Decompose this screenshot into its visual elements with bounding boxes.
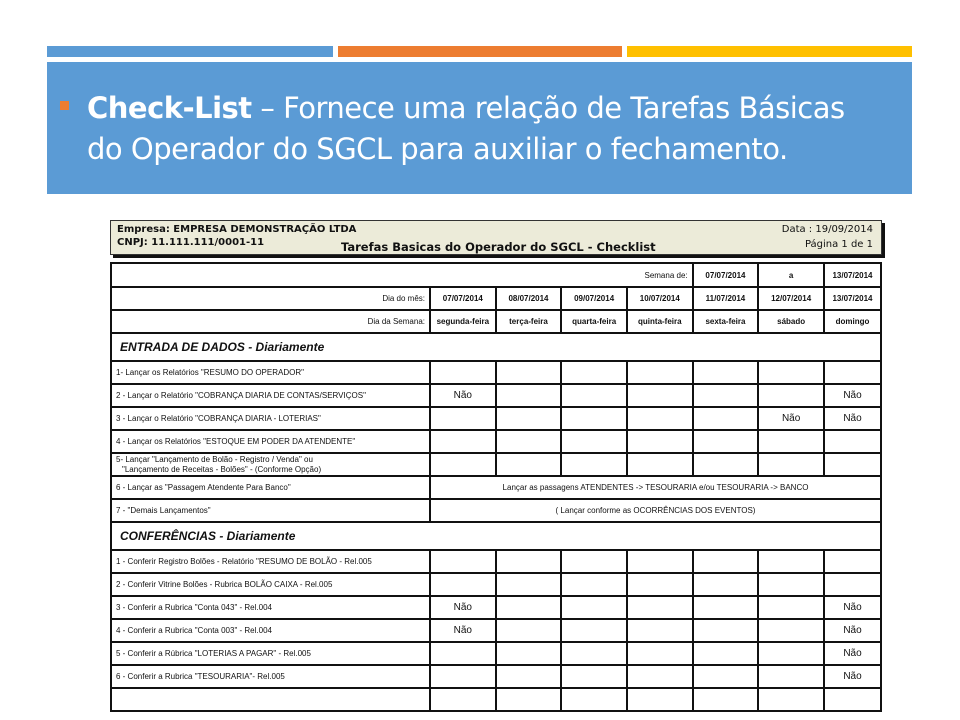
week-separator: a: [758, 263, 824, 287]
page-number: Página 1 de 1: [804, 239, 873, 250]
check-cell[interactable]: [758, 384, 824, 407]
task-instruction: ( Lançar conforme as OCORRÊNCIAS DOS EVENTOS): [430, 499, 881, 522]
check-cell[interactable]: [627, 361, 693, 384]
task-text: 1 - Conferir Registro Bolões - Relatório "RESUMO DE BOLÃO - Rel.005: [116, 557, 372, 566]
check-cell[interactable]: [758, 573, 824, 596]
check-cell[interactable]: [627, 453, 693, 476]
check-cell[interactable]: Não: [824, 642, 881, 665]
check-cell[interactable]: Não: [824, 665, 881, 688]
bullet-square-icon: [60, 101, 69, 110]
check-cell[interactable]: [693, 573, 759, 596]
week-end: 13/07/2014: [824, 263, 881, 287]
table-row: [111, 407, 881, 430]
weekday-header: quinta-feira: [627, 310, 693, 333]
check-cell[interactable]: [758, 619, 824, 642]
check-cell[interactable]: [561, 550, 627, 573]
check-cell[interactable]: [758, 550, 824, 573]
weekday-header: sexta-feira: [693, 310, 759, 333]
date-header: 10/07/2014: [627, 287, 693, 310]
weekday-header: segunda-feira: [430, 310, 496, 333]
table-row: [111, 333, 881, 361]
date-header: 09/07/2014: [561, 287, 627, 310]
task-instruction: Lançar as passagens ATENDENTES -> TESOURARIA e/ou TESOURARIA -> BANCO: [430, 476, 881, 499]
checklist-table: [110, 262, 882, 712]
check-cell[interactable]: [496, 407, 562, 430]
task-label: [111, 476, 430, 499]
check-cell[interactable]: [496, 430, 562, 453]
date-header: 12/07/2014: [758, 287, 824, 310]
check-cell[interactable]: [430, 453, 496, 476]
task-label: [111, 642, 430, 665]
task-label: [111, 573, 430, 596]
table-row: [111, 384, 881, 407]
check-cell[interactable]: Não: [758, 407, 824, 430]
check-cell[interactable]: [496, 642, 562, 665]
table-row: [111, 642, 881, 665]
check-cell[interactable]: [561, 407, 627, 430]
check-cell[interactable]: [627, 407, 693, 430]
task-label: [111, 453, 430, 476]
table-row: [111, 550, 881, 573]
check-cell[interactable]: [693, 453, 759, 476]
check-cell[interactable]: [627, 384, 693, 407]
task-text: 4 - Lançar os Relatórios "ESTOQUE EM PODER DA ATENDENTE": [116, 437, 356, 446]
table-row: [111, 453, 881, 476]
check-cell[interactable]: [430, 642, 496, 665]
date-header: 07/07/2014: [430, 287, 496, 310]
check-cell[interactable]: [496, 453, 562, 476]
task-label: [111, 596, 430, 619]
weekday-header: terça-feira: [496, 310, 562, 333]
section-title: CONFERÊNCIAS - Diariamente: [111, 522, 881, 550]
check-cell[interactable]: [496, 384, 562, 407]
check-cell[interactable]: Não: [824, 596, 881, 619]
task-label: [111, 407, 430, 430]
check-cell[interactable]: [561, 642, 627, 665]
check-cell[interactable]: [693, 688, 759, 711]
task-label: [111, 384, 430, 407]
accent-bar-blue: [47, 46, 333, 57]
check-cell[interactable]: [824, 688, 881, 711]
task-text: 3 - Conferir a Rubrica "Conta 043" - Rel.004: [116, 603, 272, 612]
check-cell[interactable]: [430, 407, 496, 430]
section-title: ENTRADA DE DADOS - Diariamente: [111, 333, 881, 361]
date-header: 11/07/2014: [693, 287, 759, 310]
task-label: [111, 665, 430, 688]
check-cell[interactable]: [693, 430, 759, 453]
check-cell[interactable]: [496, 596, 562, 619]
check-cell[interactable]: [693, 642, 759, 665]
task-text: 2 - Lançar o Relatório "COBRANÇA DIARIA DE CONTAS/SERVIÇOS": [116, 391, 366, 400]
check-cell[interactable]: [758, 430, 824, 453]
check-cell[interactable]: [824, 361, 881, 384]
check-cell[interactable]: [561, 688, 627, 711]
date-header: 08/07/2014: [496, 287, 562, 310]
table-row: [111, 665, 881, 688]
check-cell[interactable]: [627, 596, 693, 619]
check-cell[interactable]: [824, 573, 881, 596]
check-cell[interactable]: [758, 453, 824, 476]
task-text: 5 - Conferir a Rúbrica "LOTERIAS A PAGAR" - Rel.005: [116, 649, 311, 658]
table-row: [111, 263, 881, 287]
check-cell[interactable]: [693, 619, 759, 642]
task-label: [111, 550, 430, 573]
weekday-header: quarta-feira: [561, 310, 627, 333]
check-cell[interactable]: [627, 665, 693, 688]
table-row: [111, 430, 881, 453]
check-cell[interactable]: [758, 361, 824, 384]
check-cell[interactable]: Não: [824, 619, 881, 642]
check-cell[interactable]: [561, 573, 627, 596]
check-cell[interactable]: [627, 688, 693, 711]
check-cell[interactable]: Não: [824, 407, 881, 430]
weekday-header: domingo: [824, 310, 881, 333]
check-cell[interactable]: [758, 642, 824, 665]
task-label: [111, 619, 430, 642]
week-start: 07/07/2014: [693, 263, 759, 287]
check-cell[interactable]: [693, 407, 759, 430]
check-cell[interactable]: [430, 688, 496, 711]
check-cell[interactable]: [693, 361, 759, 384]
check-cell[interactable]: [561, 619, 627, 642]
check-cell[interactable]: [561, 361, 627, 384]
check-cell[interactable]: [430, 361, 496, 384]
task-label: [111, 430, 430, 453]
check-cell[interactable]: [693, 596, 759, 619]
check-cell[interactable]: [627, 550, 693, 573]
bullet-bold: Check-List: [87, 91, 252, 125]
table-row: [111, 476, 881, 499]
company-name: Empresa: EMPRESA DEMONSTRAÇÃO LTDA: [117, 224, 357, 235]
task-text-line2: "Lançamento de Receitas - Bolões" - (Conforme Opção): [122, 464, 322, 474]
table-row: [111, 522, 881, 550]
document-title: Tarefas Basicas do Operador do SGCL - Checklist: [341, 240, 656, 254]
task-text: 6 - Conferir a Rubrica "TESOURARIA"- Rel.005: [116, 672, 285, 681]
check-cell[interactable]: Não: [430, 384, 496, 407]
check-cell[interactable]: [693, 550, 759, 573]
table-row: [111, 619, 881, 642]
check-cell[interactable]: [693, 384, 759, 407]
table-row: [111, 596, 881, 619]
document-header: [110, 220, 882, 255]
task-label: [111, 361, 430, 384]
table-row: [111, 361, 881, 384]
task-label: [111, 688, 430, 711]
check-cell[interactable]: [430, 573, 496, 596]
task-text: 1- Lançar os Relatórios "RESUMO DO OPERADOR": [116, 368, 304, 377]
check-cell[interactable]: [496, 665, 562, 688]
check-cell[interactable]: [824, 453, 881, 476]
document-date: Data : 19/09/2014: [781, 224, 873, 235]
check-cell[interactable]: [758, 665, 824, 688]
check-cell[interactable]: [758, 688, 824, 711]
task-text: 6 - Lançar as "Passagem Atendente Para Banco": [116, 483, 291, 492]
accent-bar-yellow: [627, 46, 912, 57]
check-cell[interactable]: [627, 619, 693, 642]
check-cell[interactable]: [430, 665, 496, 688]
task-label: [111, 499, 430, 522]
check-cell[interactable]: [561, 596, 627, 619]
check-cell[interactable]: [496, 550, 562, 573]
weekday-header: sábado: [758, 310, 824, 333]
task-text: 3 - Lançar o Relatório "COBRANÇA DIARIA - LOTERIAS": [116, 414, 321, 423]
check-cell[interactable]: [758, 596, 824, 619]
check-cell[interactable]: [627, 573, 693, 596]
table-row: [111, 688, 881, 711]
check-cell[interactable]: [496, 619, 562, 642]
check-cell[interactable]: Não: [824, 384, 881, 407]
bullet-body: – Fornece uma relação de Tarefas Básicas do Operador do SGCL para auxiliar o fechamento.: [87, 91, 845, 166]
check-cell[interactable]: [561, 665, 627, 688]
check-cell[interactable]: [627, 430, 693, 453]
weekday-label: Dia da Semana:: [111, 310, 430, 333]
task-text: 5- Lançar "Lançamento de Bolão - Registro / Venda" ou: [116, 454, 313, 464]
check-cell[interactable]: [561, 453, 627, 476]
date-header: 13/07/2014: [824, 287, 881, 310]
title-banner: [47, 62, 912, 194]
bullet-text: [87, 88, 887, 170]
task-text: 2 - Conferir Vitrine Bolões - Rubrica BOLÃO CAIXA - Rel.005: [116, 580, 333, 589]
week-label: Semana de:: [111, 263, 693, 287]
check-cell[interactable]: [627, 642, 693, 665]
company-cnpj: CNPJ: 11.111.111/0001-11: [117, 237, 265, 248]
check-cell[interactable]: [430, 550, 496, 573]
check-cell[interactable]: [561, 384, 627, 407]
table-row: [111, 573, 881, 596]
check-cell[interactable]: [496, 361, 562, 384]
day-of-month-label: Dia do mês:: [111, 287, 430, 310]
check-cell[interactable]: [496, 573, 562, 596]
check-cell[interactable]: Não: [430, 619, 496, 642]
check-cell[interactable]: [693, 665, 759, 688]
check-cell[interactable]: [430, 430, 496, 453]
table-row: [111, 499, 881, 522]
table-row: [111, 310, 881, 333]
accent-bar-orange: [338, 46, 622, 57]
table-row: [111, 287, 881, 310]
check-cell[interactable]: Não: [430, 596, 496, 619]
task-text: 4 - Conferir a Rubrica "Conta 003" - Rel.004: [116, 626, 272, 635]
check-cell[interactable]: [496, 688, 562, 711]
task-text: 7 - "Demais Lançamentos": [116, 506, 211, 515]
check-cell[interactable]: [561, 430, 627, 453]
check-cell[interactable]: [824, 430, 881, 453]
check-cell[interactable]: [824, 550, 881, 573]
